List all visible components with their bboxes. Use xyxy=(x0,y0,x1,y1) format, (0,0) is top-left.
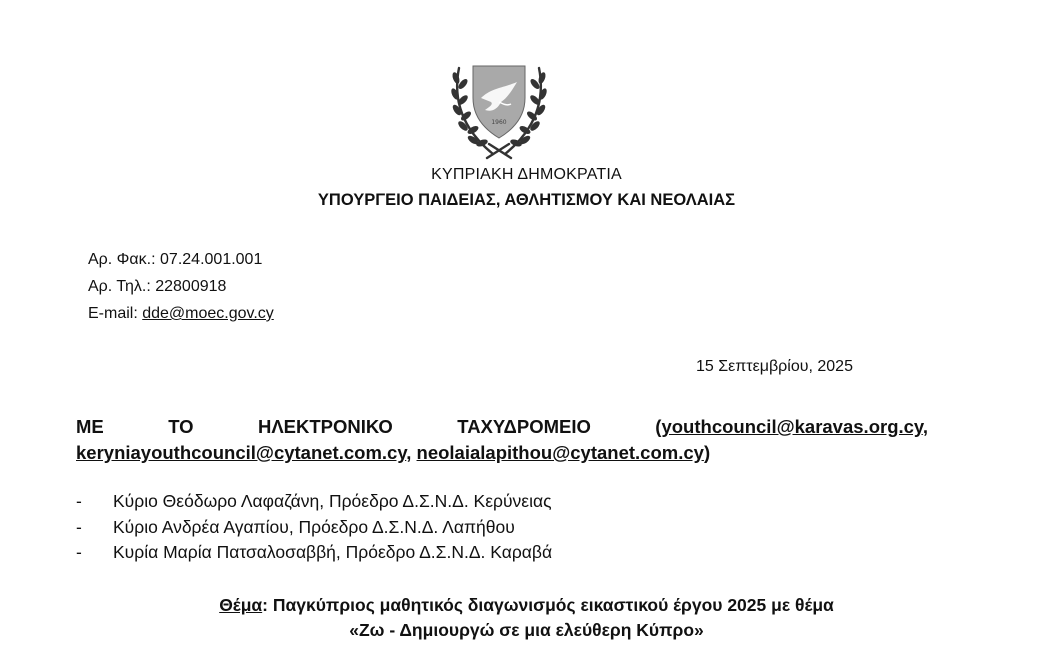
ministry-name: ΥΠΟΥΡΓΕΙΟ ΠΑΙΔΕΙΑΣ, ΑΘΛΗΤΙΣΜΟΥ ΚΑΙ ΝΕΟΛΑΙΑΣ xyxy=(317,191,736,209)
coat-of-arms-icon xyxy=(447,58,551,168)
delivery-word: ΤΑΧΥΔΡΟΜΕΙΟ xyxy=(457,416,591,437)
subject-text: Παγκύπριος μαθητικός διαγωνισμός εικαστικού έργου 2025 με θέμα xyxy=(268,595,834,615)
delivery-word: ΗΛΕΚΤΡΟΝΙΚΟ xyxy=(257,416,393,437)
file-number-value: 07.24.001.001 xyxy=(160,251,263,268)
reference-block xyxy=(88,246,274,327)
email-label: E-mail: xyxy=(88,305,138,322)
recipient-item: - Κύριο Ανδρέα Αγαπίου, Πρόεδρο Δ.Σ.Ν.Δ. Λαπήθου xyxy=(76,515,552,541)
delivery-line-continued: keryniayouthcouncil@cytanet.com.cy, neolaialapithou@cytanet.com.cy) xyxy=(76,442,711,463)
email-link[interactable]: youthcouncil@karavas.org.cy xyxy=(661,416,923,437)
delivery-word: ΜΕ xyxy=(76,416,104,437)
letter-date: 15 Σεπτεμβρίου, 2025 xyxy=(696,358,853,375)
recipient-name: Κύριο Θεόδωρο Λαφαζάνη, Πρόεδρο Δ.Σ.Ν.Δ. Κερύνειας xyxy=(113,491,552,511)
subject-label: Θέμα xyxy=(219,595,263,615)
email-contact xyxy=(88,300,274,327)
subject-block xyxy=(0,593,1053,643)
recipient-item: - Κυρία Μαρία Πατσαλοσαββή, Πρόεδρο Δ.Σ.Ν.Δ. Καραβά xyxy=(76,540,552,566)
phone-label: Αρ. Τηλ.: xyxy=(88,278,151,295)
file-number-label: Αρ. Φακ.: xyxy=(88,251,156,268)
phone-value: 22800918 xyxy=(155,278,227,295)
recipient-item: - Κύριο Θεόδωρο Λαφαζάνη, Πρόεδρο Δ.Σ.Ν.Δ. Κερύνειας xyxy=(76,489,552,515)
subject-line-1: Θέμα: Παγκύπριος μαθητικός διαγωνισμός εικαστικού έργου 2025 με θέμα xyxy=(219,595,834,615)
recipient-name: Κυρία Μαρία Πατσαλοσαββή, Πρόεδρο Δ.Σ.Ν.Δ. Καραβά xyxy=(113,542,553,562)
svg-text:1960: 1960 xyxy=(491,119,507,126)
delivery-email-first: (youthcouncil@karavas.org.cy, xyxy=(655,416,928,437)
republic-name: ΚΥΠΡΙΑΚΗ ΔΗΜΟΚΡΑΤΙΑ xyxy=(431,166,622,183)
subject-line-2: «Ζω - Δημιουργώ σε μια ελεύθερη Κύπρο» xyxy=(349,620,704,640)
recipient-list xyxy=(76,489,552,566)
file-number xyxy=(88,246,274,273)
email-link[interactable]: dde@moec.gov.cy xyxy=(142,305,274,322)
delivery-word: ΤΟ xyxy=(168,416,194,437)
email-link[interactable]: neolaialapithou@cytanet.com.cy xyxy=(416,442,704,463)
email-link[interactable]: keryniayouthcouncil@cytanet.com.cy xyxy=(76,442,407,463)
phone-number xyxy=(88,273,274,300)
delivery-line xyxy=(76,414,928,440)
recipient-name: Κύριο Ανδρέα Αγαπίου, Πρόεδρο Δ.Σ.Ν.Δ. Λαπήθου xyxy=(113,516,515,537)
